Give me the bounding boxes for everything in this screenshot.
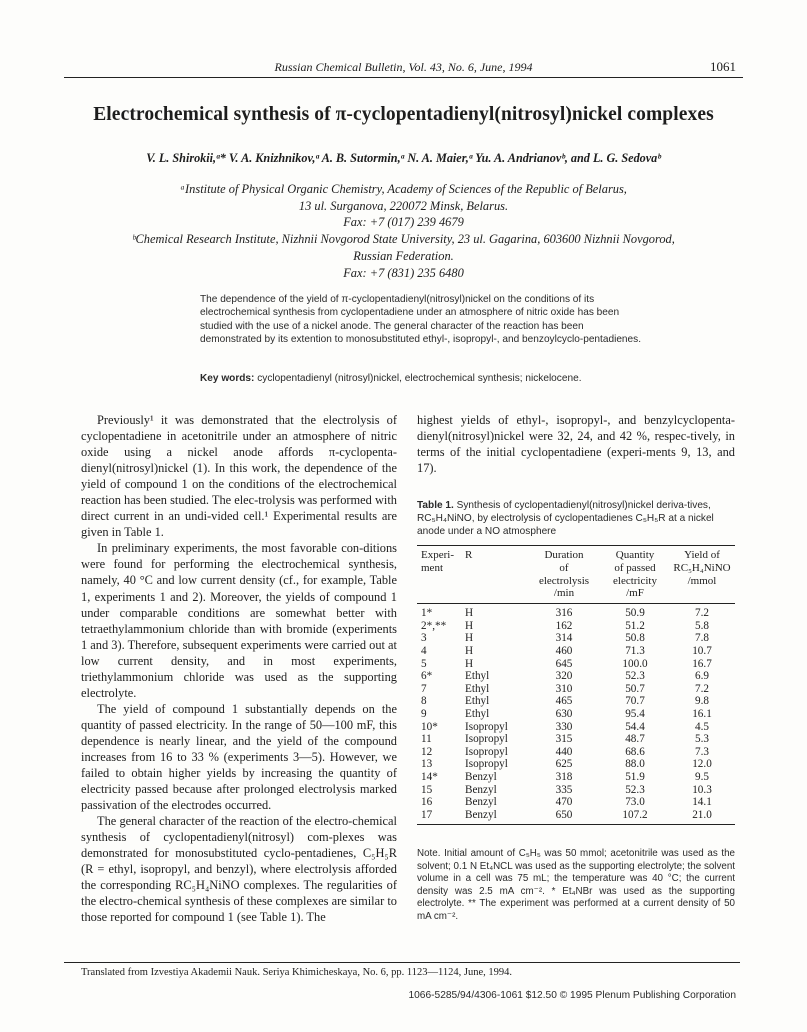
table-row [417,796,735,809]
cell-yield: 5.8 [695,619,709,632]
cell-yield: 14.1 [692,796,712,809]
page-number: 1061 [710,59,736,74]
cell-yield: 21.0 [692,808,712,821]
cell-yield: 10.3 [692,783,712,796]
cell-r: Ethyl [465,707,490,720]
cell-quantity: 70.7 [625,695,645,708]
cell-quantity: 52.3 [625,670,645,683]
cell-yield: 16.7 [692,657,712,670]
cell-yield: 12.0 [692,758,712,771]
keywords [200,373,645,384]
cell-r: Benzyl [465,796,497,809]
affiliation-line: ᵃInstitute of Physical Organic Chemistry, Academy of Sciences of the Republic of Belarus, [180,182,627,196]
table-row [417,620,735,633]
cell-quantity: 95.4 [625,707,645,720]
cell-experiment: 12 [421,745,433,758]
affiliations [50,181,757,281]
table-row [417,670,735,683]
table-row [417,746,735,759]
cell-quantity: 48.7 [625,733,645,746]
table-caption-label: Table 1. [417,500,454,511]
table-row [417,604,735,620]
table-caption [417,500,735,538]
cell-r: Isopropyl [465,745,508,758]
body-paragraph: In preliminary experiments, the most favorable con-ditions were found for performing the electrochemical synthesis, namely, 40 °C and low current density (cf., for example, Table 1, experiments 1 and 2). Moreover, the yields of compound 1 under comparable conditions are somewhat better with tetraethylammonium chloride than with bromide (experiments 1 and 3). Therefore, subsequent experiments were carried out at low current density, and in most experiments, triethylammonium chloride was used as the supporting electrolyte. [81,541,397,700]
cell-duration: 460 [555,644,573,657]
table-row [417,771,735,784]
table-row [417,683,735,696]
table-row [417,695,735,708]
cell-r: Benzyl [465,808,497,821]
cell-experiment: 14* [421,770,438,783]
table-caption-text: Synthesis of cyclopentadienyl(nitrosyl)nickel deriva-tives, RC₅H₄NiNO, by electrolysis of cyclopentadienes C₅H₅R at a nickel anode under a NO atmosphere [417,500,714,537]
cell-quantity: 54.4 [625,720,645,733]
cell-duration: 630 [555,707,573,720]
cell-duration: 320 [555,670,573,683]
cell-duration: 645 [555,657,573,670]
cell-r: H [465,644,474,657]
article-title: Electrochemical synthesis of π-cyclopentadienyl(nitrosyl)nickel complexes [93,104,714,125]
table-row [417,733,735,746]
table-row [417,708,735,721]
header-yield: Yield of RC₅H₄NiNO /mmol [673,549,731,587]
table-bottom-rule [417,824,735,825]
cell-r: H [465,619,474,632]
body-paragraph: The yield of compound 1 substantially depends on the quantity of passed electricity. In the range of 50—100 mF, this dependence is nearly linear, and the yield of the compound increases from 16 to 33 % (experiments 3—5). However, we failed to obtain higher yields by increasing the quantity of electricity passed because after prolonged electrolysis marked passivation of the electrodes occurred. [81,701,397,813]
cell-quantity: 50.7 [625,682,645,695]
cell-experiment: 1* [421,607,433,620]
cell-duration: 465 [555,695,573,708]
cell-experiment: 2*,** [421,619,447,632]
header-experiment: Experi- ment [421,549,454,574]
cell-r: Benzyl [465,783,497,796]
body-paragraph: highest yields of ethyl-, isopropyl-, and benzylcyclopenta-dienyl(nitrosyl)nickel were 32, 24, and 42 %, respec-tively, in terms of the initial cyclopentadiene (experi-ments 9, 13, and 17). [417,413,735,476]
results-table [417,545,735,825]
translation-note: Translated from Izvestiya Akademii Nauk. Seriya Khimicheskaya, No. 6, pp. 1123—1124, June, 1994. [81,967,513,978]
cell-yield: 7.3 [695,745,709,758]
cell-yield: 10.7 [692,644,712,657]
cell-duration: 335 [555,783,573,796]
affiliation-line: 13 ul. Surganova, 220072 Minsk, Belarus. [298,198,509,213]
table-row [417,658,735,671]
cell-duration: 314 [555,632,573,645]
cell-duration: 315 [555,733,573,746]
body-paragraph: The general character of the reaction of the electro-chemical synthesis of cyclopentadienyl(nitrosyl) com-plexes was demonstrated for monosubstituted cyclo-pentadienes, C₅H₅R (R = ethyl, isopropyl, and benzyl), where electrolysis afforded the corresponding RC₅H₄NiNO complexes. The regularities of the electro-chemical synthesis of these complexes are similar to those reported for compound 1 (see Table 1). The [81,814,397,925]
cell-experiment: 9 [421,707,427,720]
journal-citation: Russian Chemical Bulletin, Vol. 43, No. 6, June, 1994 [274,60,533,74]
cell-r: Benzyl [465,770,497,783]
keywords-label: Key words: [200,373,255,384]
header-duration: Duration of electrolysis /min [538,549,590,600]
table-row [417,809,735,825]
cell-quantity: 51.2 [625,619,645,632]
cell-experiment: 11 [421,733,432,746]
cell-quantity: 71.3 [625,644,645,657]
header-rule [64,77,743,78]
cell-experiment: 5 [421,657,427,670]
cell-r: Ethyl [465,670,490,683]
cell-quantity: 73.0 [625,796,645,809]
header-r: R [465,549,473,561]
cell-experiment: 16 [421,796,433,809]
affiliation-line: ᵇChemical Research Institute, Nizhnii Novgorod State University, 23 ul. Gagarina, 603600 Nizhnii Novgorod, [132,232,675,247]
cell-yield: 7.8 [695,632,709,645]
cell-experiment: 6* [421,670,433,683]
cell-experiment: 10* [421,720,438,733]
cell-experiment: 7 [421,682,427,695]
cell-experiment: 17 [421,808,433,821]
table-row [417,645,735,658]
cell-experiment: 13 [421,758,433,771]
cell-quantity: 107.2 [622,808,648,821]
running-header [0,59,807,79]
footer-rule [64,962,740,963]
data-table [417,546,735,824]
table-row [417,632,735,645]
cell-duration: 330 [555,720,573,733]
body-paragraph: Previously¹ it was demonstrated that the electrolysis of cyclopentadiene in acetonitrile under an atmosphere of nitric oxide using a nickel anode affords π-cyclopenta-dienyl(nitrosyl)nickel (1). In this work, the dependence of the yield of compound 1 on the conditions of the electrochemical reaction has been studied. The elec-trolysis was performed with direct current in an undi-vided cell.¹ Experimental results are given in Table 1. [81,413,397,540]
cell-experiment: 4 [421,644,427,657]
cell-r: H [465,607,474,620]
cell-experiment: 15 [421,783,433,796]
cell-r: Ethyl [465,682,490,695]
table-row [417,758,735,771]
cell-r: Isopropyl [465,758,508,771]
cell-duration: 470 [555,796,573,809]
cell-duration: 162 [555,619,573,632]
cell-duration: 310 [555,682,573,695]
cell-quantity: 52.3 [625,783,645,796]
cell-r: Isopropyl [465,733,508,746]
cell-quantity: 68.6 [625,745,645,758]
cell-quantity: 50.9 [625,607,645,620]
cell-experiment: 3 [421,632,427,645]
cell-yield: 7.2 [695,607,709,620]
body-right-column [417,412,735,476]
cell-yield: 5.3 [695,733,709,746]
cell-yield: 6.9 [695,670,709,683]
author-list: V. L. Shirokii,ᵃ* V. A. Knizhnikov,ᵃ A. B. Sutormin,ᵃ N. A. Maier,ᵃ Yu. A. Andrianovᵇ, and L. G. Sedovaᵇ [146,151,661,165]
cell-duration: 625 [555,758,573,771]
copyright-line: 1066-5285/94/4306-1061 $12.50 © 1995 Plenum Publishing Corporation [408,990,736,1001]
cell-yield: 9.8 [695,695,709,708]
header-quantity: Quantity of passed electricity /mF [613,549,657,600]
cell-quantity: 100.0 [622,657,648,670]
cell-r: H [465,632,474,645]
cell-experiment: 8 [421,695,427,708]
cell-duration: 440 [555,745,573,758]
table-row [417,784,735,797]
affiliation-line: Fax: +7 (831) 235 6480 [343,265,464,280]
cell-yield: 4.5 [695,720,709,733]
affiliation-line: Russian Federation. [353,248,454,263]
abstract: The dependence of the yield of π-cyclopentadienyl(nitrosyl)nickel on the conditions of its electrochemical synthesis from cyclopentadiene under an atmosphere of nitric oxide has been studied with the use of a nickel anode. The general character of the reaction has been demonstrated by its extention to monosubstituted ethyl-, isopropyl-, and benzoylcyclo-pentadienes. [200,294,642,346]
cell-yield: 9.5 [695,770,709,783]
cell-duration: 316 [555,607,573,620]
cell-yield: 16.1 [692,707,712,720]
cell-yield: 7.2 [695,682,709,695]
cell-quantity: 50.8 [625,632,645,645]
cell-r: H [465,657,474,670]
cell-quantity: 51.9 [625,770,645,783]
table-note: Note. Initial amount of C₅H₅ was 50 mmol; acetonitrile was used as the solvent; 0.1 N Et₄NCL was used as the supporting electrolyte; the solvent volume in a cell was 75 mL; the temperature was 40 °C; the current density was 2.5 mA cm⁻². * Et₄NBr was used as the supporting electrolyte. ** The experiment was performed at a current density of 50 mA cm⁻². [417,848,735,922]
cell-quantity: 88.0 [625,758,645,771]
body-left-column [81,412,397,926]
cell-duration: 650 [555,808,573,821]
table-header-row [417,546,735,604]
keywords-text: cyclopentadienyl (nitrosyl)nickel, electrochemical synthesis; nickelocene. [254,373,582,384]
cell-r: Ethyl [465,695,490,708]
cell-r: Isopropyl [465,720,508,733]
cell-duration: 318 [555,770,573,783]
table-row [417,721,735,734]
affiliation-line: Fax: +7 (017) 239 4679 [343,215,464,230]
